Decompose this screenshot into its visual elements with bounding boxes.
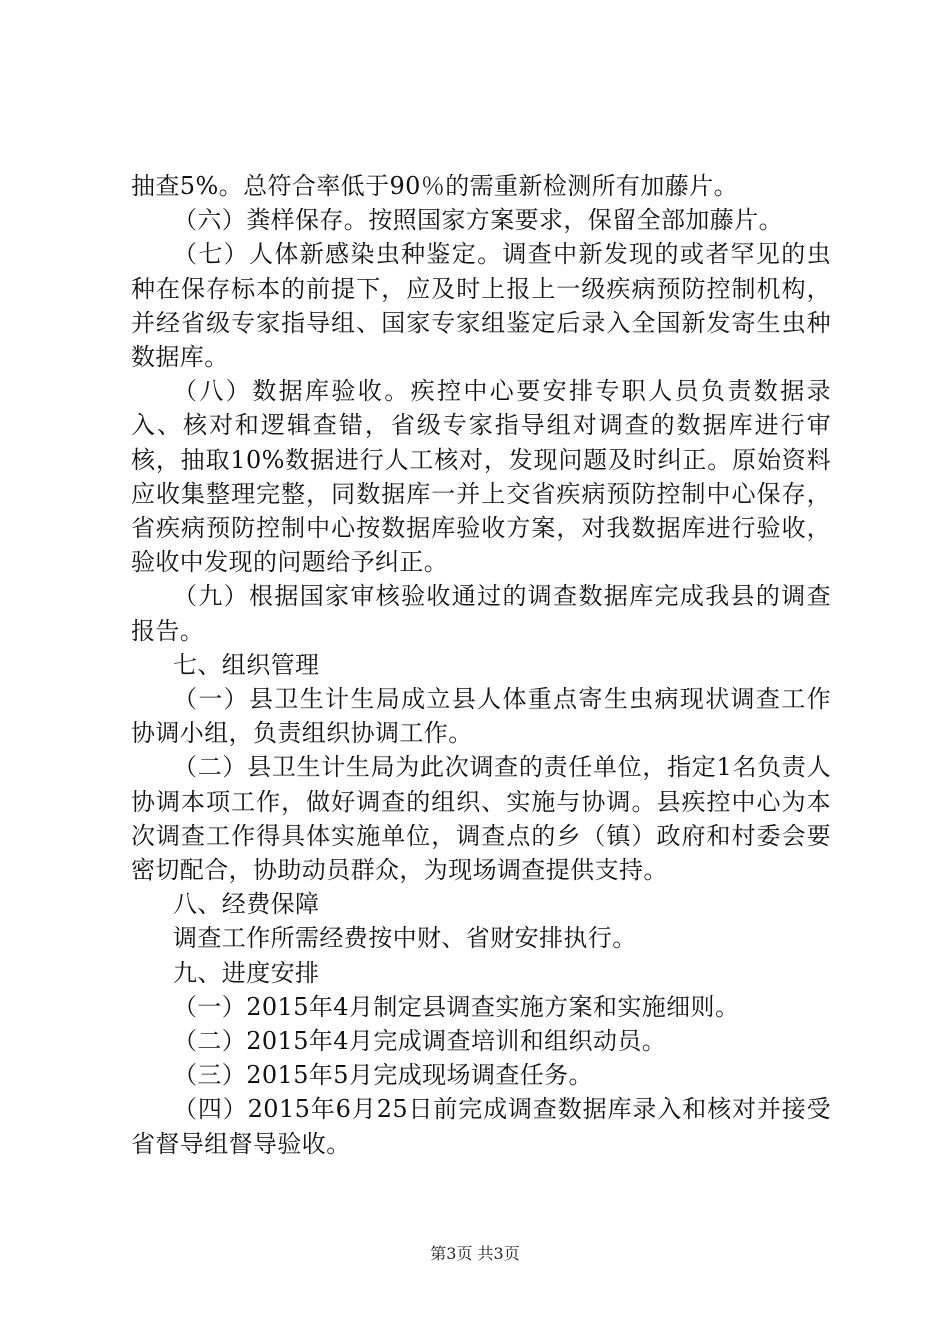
paragraph-4: （八）数据库验收。疾控中心要安排专职人员负责数据录入、核对和逻辑查错，省级专家指导组对调查的数据库进行审核，抽取10%数据进行人工核对，发现问题及时纠正。原始资料应收集整理完整，同数据库一并上交省疾病预防控制中心保存，省疾病预防控制中心按数据库验收方案，对我数据库进行验收，验收中发现的问题给予纠正。 xyxy=(131,377,831,577)
paragraph-3: （七）人体新感染虫种鉴定。调查中新发现的或者罕见的虫种在保存标本的前提下，应及时上报上一级疾病预防控制机构，并经省级专家指导组、国家专家组鉴定后录入全国新发寄生虫种数据库。 xyxy=(131,240,831,372)
paragraph-2: （六）粪样保存。按照国家方案要求，保留全部加藤片。 xyxy=(173,206,783,235)
paragraph-7-2: （二）县卫生计生局为此次调查的责任单位，指定1名负责人协调本项工作，做好调查的组织、实施与协调。县疾控中心为本次调查工作得具体实施单位，调查点的乡（镇）政府和村委会要密切配合，协助动员群众，为现场调查提供支持。 xyxy=(131,753,831,885)
paragraph-8-1: 调查工作所需经费按中财、省财安排执行。 xyxy=(173,924,637,953)
page-footer xyxy=(0,1241,950,1264)
schedule-item-1: （一）2015年4月制定县调查实施方案和实施细则。 xyxy=(173,992,740,1021)
section-heading-8: 八、经费保障 xyxy=(173,890,320,919)
paragraph-5: （九）根据国家审核验收通过的调查数据库完成我县的调查报告。 xyxy=(131,582,831,645)
schedule-item-4: （四）2015年6月25日前完成调查数据库录入和核对并接受省督导组督导验收。 xyxy=(131,1095,831,1158)
paragraph-1: 抽查5%。总符合率低于90％的需重新检测所有加藤片。 xyxy=(131,172,739,200)
schedule-item-3: （三）2015年5月完成现场调查任务。 xyxy=(173,1061,593,1090)
document-body xyxy=(131,169,831,1161)
section-heading-7: 七、组织管理 xyxy=(173,650,320,679)
paragraph-7-1: （一）县卫生计生局成立县人体重点寄生虫病现状调查工作协调小组，负责组织协调工作。 xyxy=(131,685,831,748)
schedule-item-2: （二）2015年4月完成调查培训和组织动员。 xyxy=(173,1027,667,1056)
page-number: 第3页 共3页 xyxy=(430,1244,520,1263)
section-heading-9: 九、进度安排 xyxy=(173,958,320,987)
